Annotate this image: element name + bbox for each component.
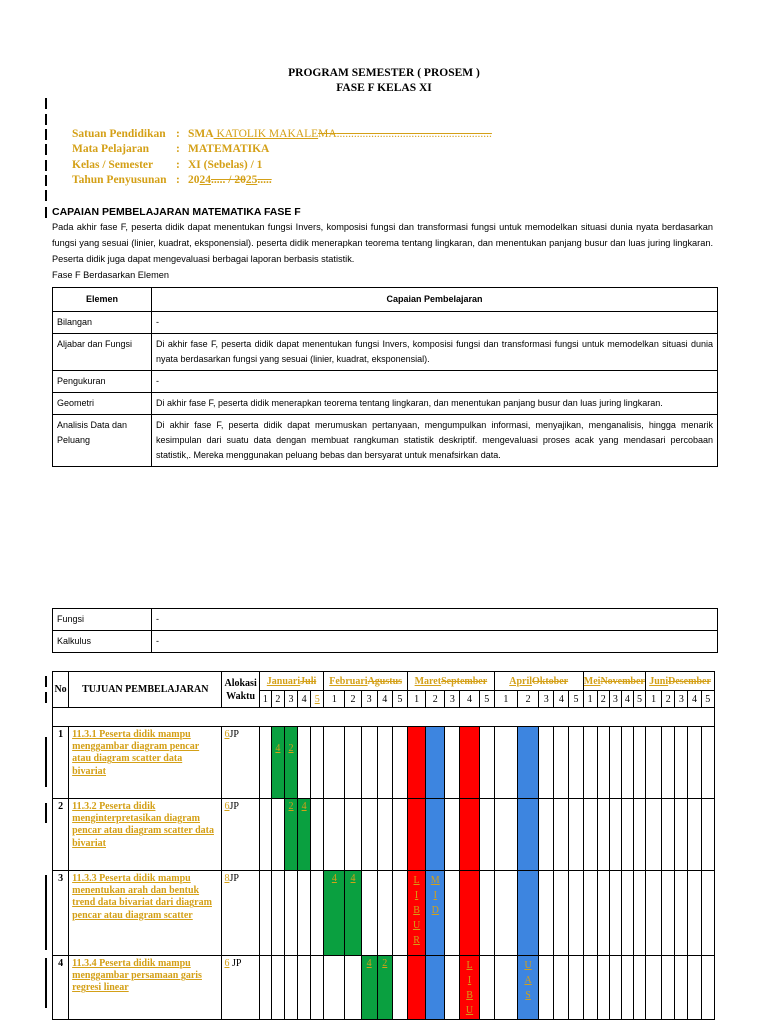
elemen-cell: Kalkulus [53,631,152,653]
capaian-table [52,287,718,467]
elemen-cell: Geometri [53,393,152,415]
identity-year [72,174,672,188]
table-row [53,393,718,415]
tujuan-cell: 11.3.1 Peserta didik mampu menggambar diagram pencar atau diagram scatter data bivariat [69,727,222,799]
mid-cell [426,727,445,799]
capaian-cell: Di akhir fase F, peserta didik dapat merumuskan pertanyaan, mengumpulkan informasi, menyajikan, menganalisis, hingga menarik kesimpulan dari suatu data dengan membuat rangkuman statistik deskriptif. mengevaluasi proses acak yang mendasari percobaan statistik,. Mereka menggunakan peluang bebas dan bersyarat untuk menafsirkan data. [152,415,718,467]
libur-label: L I B U [465,960,474,1016]
month-header: MaretSeptember [408,672,495,691]
exam-cell [517,956,538,1020]
week-header: 3 [361,691,377,708]
holiday-cell [460,727,479,799]
program-semester-table [52,671,715,1020]
col-elemen-header: Elemen [53,288,152,312]
holiday-cell [460,956,479,1020]
identity-colon: : [176,143,180,155]
week-header: 2 [271,691,284,708]
week-header: 1 [324,691,345,708]
holiday-cell [460,871,479,956]
exam-cell [517,727,538,799]
week-header: 5 [633,691,645,708]
identity-value: 2024..... / 2025..... [188,174,272,186]
col-capaian-header: Capaian Pembelajaran [152,288,718,312]
exam-cell [517,799,538,871]
uas-label: U A S [524,960,532,1001]
identity-subject [72,143,672,157]
revision-mark [45,98,47,109]
elemen-cell: Aljabar dan Fungsi [53,334,152,371]
week-header: 2 [345,691,361,708]
mid-cell [426,799,445,871]
identity-label: Satuan Pendidikan [72,128,166,140]
week-header: 3 [539,691,554,708]
week-header: 1 [494,691,517,708]
table-row [53,727,715,799]
holiday-cell [408,799,426,871]
elemen-cell: Pengukuran [53,371,152,393]
identity-value: MATEMATIKA [188,143,270,155]
revision-mark [45,175,47,186]
week-header: 4 [554,691,569,708]
alokasi-cell: 6JP [222,727,259,799]
capaian-paragraph: Pada akhir fase F, peserta didik dapat menentukan fungsi Invers, komposisi fungsi dan transformasi fungsi untuk memodelkan situasi dunia nyata berdasarkan fungsi yang sesuai (linier, kuadrat, eksponensial). peserta didik menerapkan teorema tentang lingkaran, dan menentukan panjang busur dan luas juring lingkaran. Peserta didik juga dapat mengevaluasi berbagai laporan berbasis statistik. [52,222,713,265]
tujuan-cell: 11.3.2 Peserta didik menginterpretasikan diagram pencar atau diagram scatter data bivariat [69,799,222,871]
month-header: FebruariAgustus [324,672,408,691]
schedule-mark: 4 [324,871,345,956]
identity-class [72,159,672,173]
row-number: 1 [53,727,69,799]
revision-mark [45,692,47,703]
revision-mark [45,958,47,1008]
revision-mark [45,875,47,950]
revision-mark [45,803,47,823]
table-row [53,631,718,653]
week-header: 4 [377,691,392,708]
table-row [53,371,718,393]
tujuan-cell: 11.3.4 Peserta didik mampu menggambar persamaan garis regresi linear [69,956,222,1020]
revision-mark [45,737,47,787]
capaian-subheading: Fase F Berdasarkan Elemen [52,270,169,280]
row-number: 2 [53,799,69,871]
alokasi-cell: 6 JP [222,956,259,1020]
week-header: 2 [662,691,675,708]
schedule-mark: 2 [377,956,392,1020]
identity-value: XI (Sebelas) / 1 [188,159,263,171]
revision-mark [45,160,47,171]
table-row [53,871,715,956]
week-header: 1 [583,691,597,708]
week-header: 4 [688,691,701,708]
week-header: 3 [445,691,460,708]
schedule-mark: 4 [361,956,377,1020]
holiday-cell [460,799,479,871]
capaian-cell: Di akhir fase F, peserta didik dapat menentukan fungsi Invers, komposisi fungsi dan transformasi fungsi untuk memodelkan situasi dunia nyata berdasarkan fungsi yang sesuai (linier, kuadrat, eksponensial). [152,334,718,371]
table-row [53,956,715,1020]
revision-mark [45,129,47,140]
month-header: AprilOktober [494,672,583,691]
row-number: 3 [53,871,69,956]
schedule-mark: 4 [271,727,284,799]
month-header: MeiNovember [583,672,646,691]
schedule-mark: 4 [298,799,311,871]
schedule-mark: 2 [284,727,297,799]
revision-mark [45,114,47,125]
week-header: 5 [311,691,324,708]
capaian-extra-table [52,608,718,653]
week-header: 4 [298,691,311,708]
col-tujuan-header: TUJUAN PEMBELAJARAN [69,672,222,708]
identity-school [72,128,672,142]
document-subtitle: FASE F KELAS XI [336,82,432,94]
table-row [53,312,718,334]
month-header: JanuariJuli [259,672,324,691]
capaian-cell: - [152,312,718,334]
revision-mark [45,676,47,687]
elemen-cell: Analisis Data dan Peluang [53,415,152,467]
schedule-mark: 2 [284,799,297,871]
revision-mark [45,207,47,218]
week-header: 5 [569,691,583,708]
table-row [53,334,718,371]
elemen-cell: Fungsi [53,609,152,631]
identity-colon: : [176,174,180,186]
week-header: 1 [259,691,271,708]
holiday-cell [408,871,426,956]
week-header: 5 [479,691,494,708]
table-row [53,415,718,467]
tujuan-cell: 11.3.3 Peserta didik mampu menentukan arah dan bentuk trend data bivariat dari diagram pencar atau diagram scatter [69,871,222,956]
week-header: 3 [284,691,297,708]
identity-label: Tahun Penyusunan [72,174,167,186]
capaian-heading: CAPAIAN PEMBELAJARAN MATEMATIKA FASE F [52,206,301,218]
spacer-row [53,708,715,727]
mid-cell [426,956,445,1020]
identity-colon: : [176,128,180,140]
capaian-cell: - [152,371,718,393]
exam-cell [517,871,538,956]
week-header: 1 [408,691,426,708]
alokasi-cell: 8JP [222,871,259,956]
revision-mark [45,144,47,155]
mid-label: M I D [430,875,440,916]
col-no-header: No [53,672,69,708]
week-header: 4 [460,691,479,708]
row-number: 4 [53,956,69,1020]
capaian-cell: - [152,631,718,653]
week-header: 4 [621,691,633,708]
holiday-cell [408,956,426,1020]
capaian-cell: - [152,609,718,631]
week-header: 1 [646,691,662,708]
col-alokasi-header: Alokasi Waktu [222,672,259,708]
libur-label: L I B U R [412,875,421,946]
identity-value: SMA KATOLIK MAKALEMA...................................................... [188,128,492,140]
week-header: 3 [609,691,621,708]
table-row [53,609,718,631]
mid-cell [426,871,445,956]
month-header: JuniDesember [646,672,715,691]
week-header: 3 [675,691,688,708]
week-header: 2 [597,691,609,708]
capaian-cell: Di akhir fase F, peserta didik menerapkan teorema tentang lingkaran, dan menentukan panjang busur dan luas juring lingkaran. [152,393,718,415]
elemen-cell: Bilangan [53,312,152,334]
identity-colon: : [176,159,180,171]
document-title: PROGRAM SEMESTER ( PROSEM ) [288,67,480,79]
week-header: 5 [701,691,714,708]
week-header: 5 [392,691,407,708]
identity-label: Kelas / Semester [72,159,154,171]
identity-label: Mata Pelajaran [72,143,149,155]
week-header: 2 [517,691,538,708]
week-header: 2 [426,691,445,708]
revision-mark [45,190,47,201]
holiday-cell [408,727,426,799]
alokasi-cell: 6JP [222,799,259,871]
schedule-mark: 4 [345,871,361,956]
table-row [53,799,715,871]
